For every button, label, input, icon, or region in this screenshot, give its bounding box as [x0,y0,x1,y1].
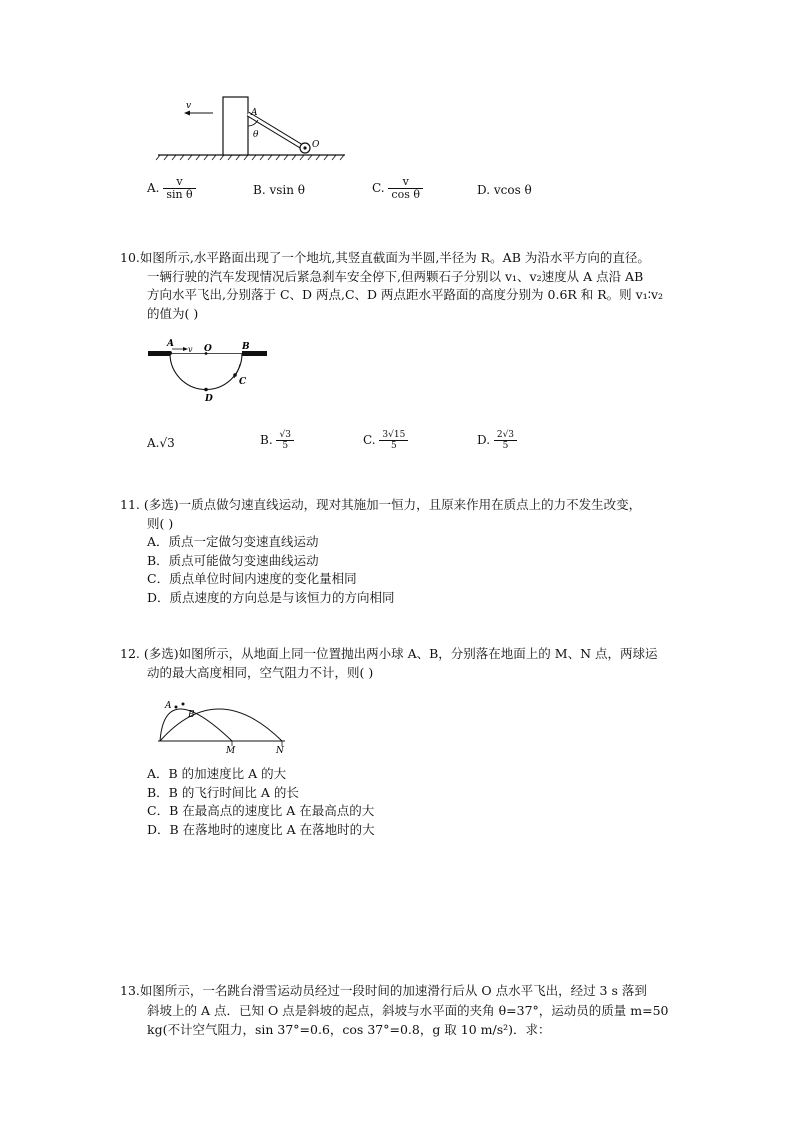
label-M: M [226,746,236,756]
block [223,97,248,155]
label-A: A [251,108,258,118]
label-N: N [276,746,284,756]
question-13: 13.如图所示，一名跳台滑雪运动员经过一段时间的加速滑行后从 O 点水平飞出，经过 3 s 落到 斜坡上的 A 点．已知 O 点是斜坡的起点，斜坡与水平面的夹角 θ=37°，运动员的质量 m=50 kg(不计空气阻力，sin 37°=0.6，cos 37°=0.8，g 取 10 m/s²)．求： [120,983,669,1037]
label-O: O [312,140,320,150]
q12-option-d: D．B 在落地时的速度比 A 在落地时的大 [147,821,375,837]
q10-option-b: B. $\frac{√3}{5}$ [260,430,294,451]
pit [170,354,242,390]
q12-option-a: A．B 的加速度比 A 的大 [147,766,287,781]
q10-option-c: C. $\frac{3√15}{5}$ [363,430,408,451]
q9-option-d: D. vcos θ [477,183,532,197]
q9-option-a: A. $\frac{v}{\text{sin θ}}$ [147,176,196,201]
question-10: 10.如图所示,水平路面出现了一个地坑,其竖直截面为半圆,半径为 R。AB 为沿水平方向的直径。 一辆行驶的汽车发现情况后紧急刹车安全停下,但两颗石子分别以 v₁、v₂速度从 A 点沿 AB 方向水平飞出,分别落于 C、D 两点,C、D 两点距水平路面的高度分别为 0.6R 和 R。则 v₁∶v₂ 的值为( ) [120,250,664,321]
q10-figure [148,334,268,406]
q12-figure [150,690,290,760]
q11-option-b: B．质点可能做匀变速曲线运动 [147,552,319,568]
label-D: D [205,394,213,404]
q9-figure [150,90,350,162]
q9-option-c: C. $\frac{v}{\text{cos θ}}$ [372,176,423,201]
label-v: v [186,101,192,111]
label-C: C [239,377,247,387]
q11-option-a: A．质点一定做匀变速直线运动 [147,534,319,549]
q12-option-b: B．B 的飞行时间比 A 的长 [147,784,299,800]
q10-option-a: A.√3 [147,436,175,450]
label-theta: θ [253,130,259,140]
label-B: B [242,342,250,352]
label-A: A [165,701,172,711]
q12-options [120,765,375,839]
trajectory-b [160,709,282,741]
question-12: 12. (多选)如图所示，从地面上同一位置抛出两小球 A、B，分别落在地面上的 M、N 点，两球运 动的最大高度相同，空气阻力不计，则( ) [120,646,658,680]
q11-option-c: C．质点单位时间内速度的变化量相同 [147,571,357,586]
q9-option-b: B. vsin θ [253,183,306,197]
label-B: B [188,710,195,720]
question-11: 11. (多选)一质点做匀速直线运动，现对其施加一恒力，且原来作用在质点上的力不发生改变， 则( ) A．质点一定做匀变速直线运动 B．质点可能做匀变速曲线运动 C．质点单位时间内速度的变化量相同 D．质点速度的方向总是与该恒力的方向相同 [120,496,641,607]
q11-option-d: D．质点速度的方向总是与该恒力的方向相同 [147,589,395,605]
label-v: v [188,345,193,354]
label-A: A [167,339,174,349]
q12-option-c: C．B 在最高点的速度比 A 在最高点的大 [147,803,375,818]
label-O: O [204,344,212,354]
q10-option-d: D. $\frac{2√3}{5}$ [477,430,517,451]
